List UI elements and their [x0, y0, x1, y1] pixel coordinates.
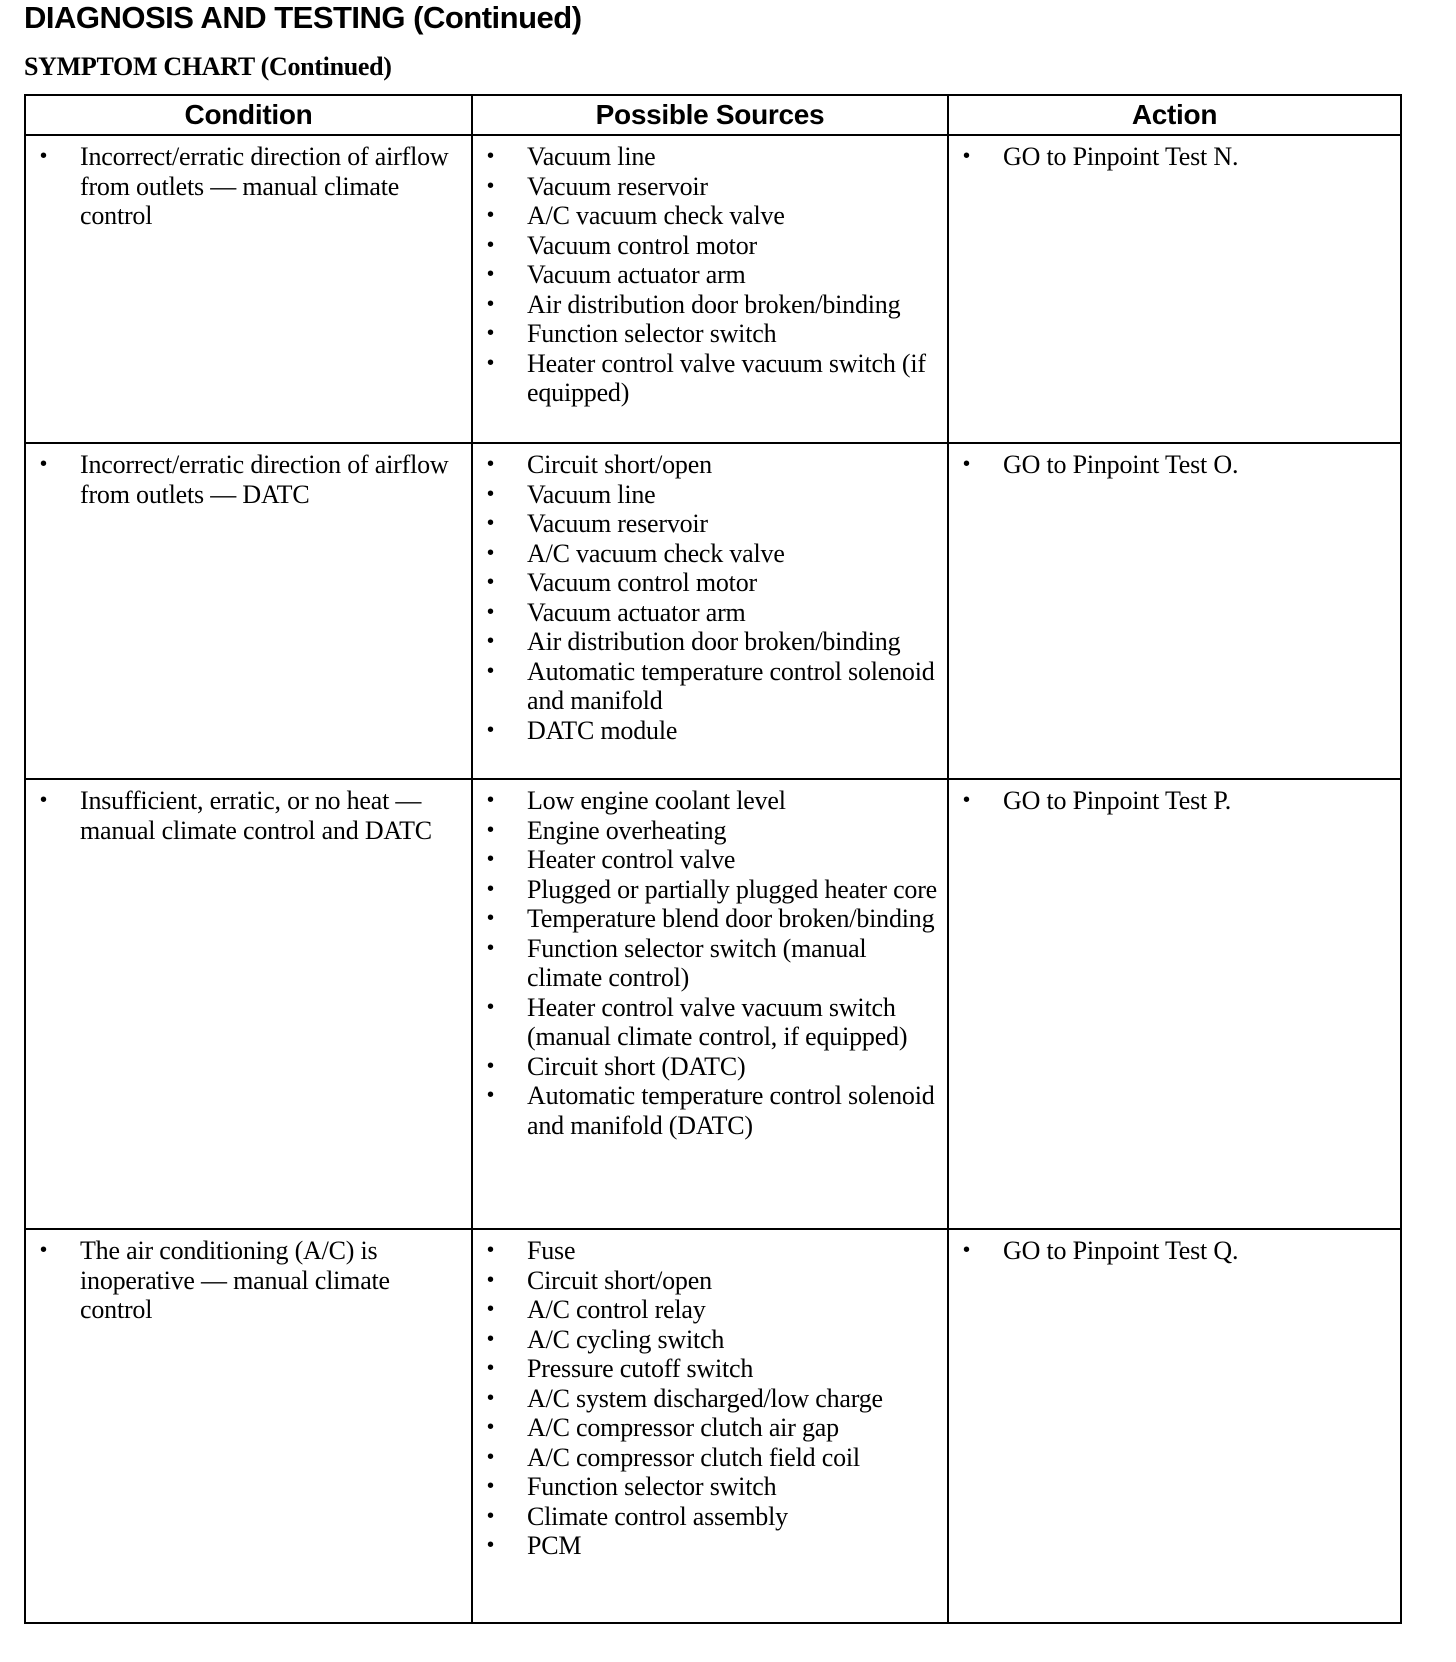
source-item: • DATC module [487, 715, 678, 745]
source-item: • Pressure cutoff switch [487, 1354, 754, 1383]
action-cell [948, 135, 1401, 443]
source-item: • Function selector switch [487, 319, 777, 348]
action-cell [948, 779, 1401, 1229]
condition-cell [25, 135, 472, 443]
source-item: • Automatic temperature control solenoid and manifold [487, 656, 935, 715]
condition-text: • Incorrect/erratic direction of airflow from outlets — manual climate control [40, 142, 449, 230]
table-row [25, 779, 1401, 1229]
table-header-row [25, 95, 1401, 135]
source-item: • A/C cycling switch [487, 1324, 725, 1354]
source-item: • Engine overheating [487, 815, 727, 845]
condition-text: • Incorrect/erratic direction of airflow from outlets — DATC [40, 450, 449, 509]
source-item: • Heater control valve vacuum switch (if equipped) [487, 348, 926, 407]
action-text: • GO to Pinpoint Test Q. [963, 1236, 1239, 1265]
condition-text: • Insufficient, erratic, or no heat — manual climate control and DATC [40, 786, 432, 845]
source-item: • PCM [487, 1531, 582, 1560]
section-title: SYMPTOM CHART (Continued) [24, 52, 392, 81]
condition-cell [25, 779, 472, 1229]
source-item: • Vacuum line [487, 479, 656, 509]
source-item: • Automatic temperature control solenoid and manifold (DATC) [487, 1081, 935, 1140]
source-item: • Climate control assembly [487, 1501, 788, 1531]
condition-text: • The air conditioning (A/C) is inoperative — manual climate control [40, 1236, 390, 1324]
source-item: • A/C compressor clutch field coil [487, 1442, 860, 1472]
source-item: • Fuse [487, 1236, 576, 1265]
source-item: • Circuit short/open [487, 1265, 712, 1295]
source-item: • Vacuum reservoir [487, 171, 708, 201]
page-title: DIAGNOSIS AND TESTING (Continued) [24, 0, 582, 35]
sources-cell [472, 779, 948, 1229]
source-item: • Vacuum control motor [487, 568, 757, 597]
source-item: • Vacuum line [487, 142, 656, 171]
source-item: • Heater control valve vacuum switch (manual climate control, if equipped) [487, 992, 908, 1051]
source-item: • Vacuum actuator arm [487, 597, 746, 627]
source-item: • Circuit short (DATC) [487, 1051, 746, 1081]
sources-cell [472, 135, 948, 443]
sources-cell [472, 443, 948, 779]
source-item: • A/C system discharged/low charge [487, 1383, 883, 1413]
column-header-possible-sources: Possible Sources [472, 95, 948, 135]
source-item: • A/C vacuum check valve [487, 538, 785, 568]
action-text: • GO to Pinpoint Test P. [963, 786, 1232, 815]
sources-cell [472, 1229, 948, 1623]
source-item: • Vacuum reservoir [487, 509, 708, 538]
condition-cell [25, 1229, 472, 1623]
source-item: • A/C control relay [487, 1295, 706, 1324]
condition-cell [25, 443, 472, 779]
source-item: • Vacuum actuator arm [487, 260, 746, 289]
action-text: • GO to Pinpoint Test O. [963, 450, 1239, 479]
action-cell [948, 1229, 1401, 1623]
source-item: • Low engine coolant level [487, 786, 786, 815]
source-item: • Air distribution door broken/binding [487, 627, 901, 656]
source-item: • A/C vacuum check valve [487, 201, 785, 230]
action-cell [948, 443, 1401, 779]
table-row [25, 135, 1401, 443]
source-item: • Heater control valve [487, 845, 736, 874]
table-row [25, 443, 1401, 779]
symptom-chart-table [24, 94, 1402, 1624]
source-item: • Temperature blend door broken/binding [487, 904, 935, 933]
table-row [25, 1229, 1401, 1623]
source-item: • Air distribution door broken/binding [487, 289, 901, 319]
source-item: • A/C compressor clutch air gap [487, 1413, 839, 1442]
source-item: • Function selector switch (manual climate control) [487, 933, 867, 992]
action-text: • GO to Pinpoint Test N. [963, 142, 1239, 171]
source-item: • Plugged or partially plugged heater core [487, 874, 938, 904]
source-item: • Vacuum control motor [487, 230, 757, 260]
source-item: • Circuit short/open [487, 450, 712, 479]
column-header-condition: Condition [25, 95, 472, 135]
column-header-action: Action [948, 95, 1401, 135]
source-item: • Function selector switch [487, 1472, 777, 1501]
